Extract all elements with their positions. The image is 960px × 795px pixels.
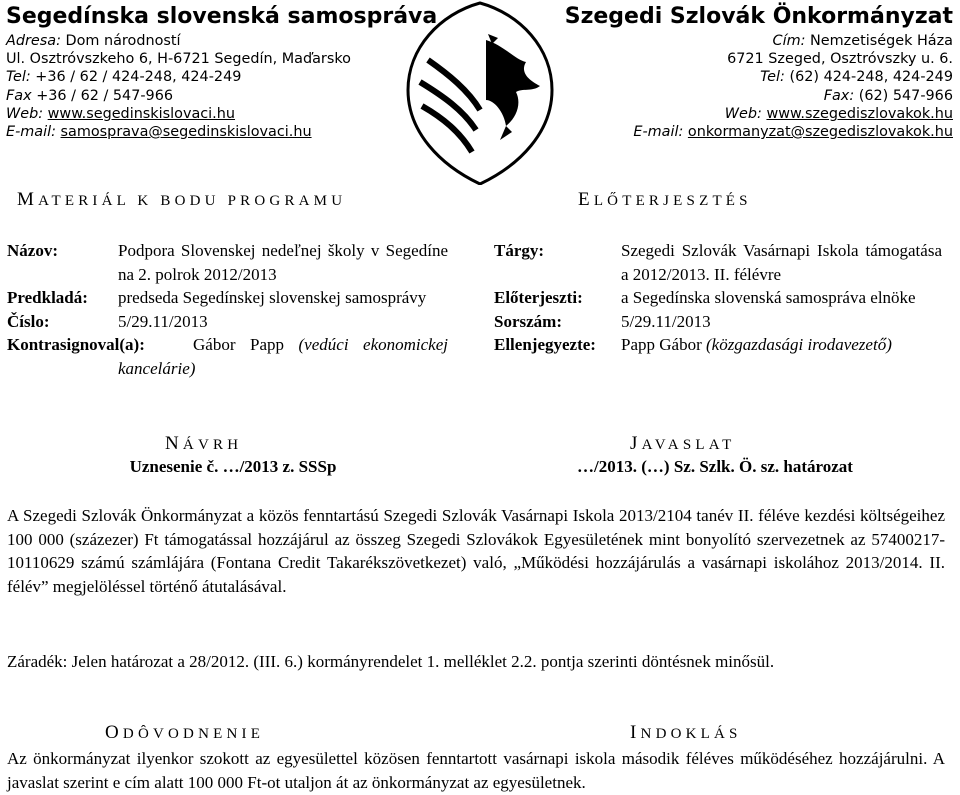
org-name-hungarian: Szegedi Szlovák Önkormányzat: [564, 4, 953, 29]
cosign-row: [7, 333, 448, 380]
resolution-text: A Szegedi Szlovák Önkormányzat a közös fenntartású Szegedi Szlovák Vasárnapi Iskola 2013/2104 tanév II. féléve kezdési költségeihez 100 000 (százezer) Ft támogatással hozzájárul az összeg Szegedi Szlovákok Egyesületének mint bonyolító szervezetnek az 57400217-10110629 számú számlájára (Fontana Credit Takarékszövetkezet) való, „Működési hozzájárulás a vasárnapi iskolához 2013/2014. II. félév” megjelöléssel történő átutalásával.: [7, 506, 945, 596]
left-metadata: [7, 239, 448, 380]
number-value-hu: 5/29.11/2013: [621, 311, 711, 331]
email-link-hu[interactable]: onkormanyzat@szegediszlovakok.hu: [687, 124, 953, 141]
number-label: Číslo:: [7, 311, 50, 331]
resolution-number-right: …/2013. (…) Sz. Szlk. Ö. sz. határozat: [577, 457, 853, 476]
cosign-label: Kontrasignoval(a):: [7, 335, 145, 354]
tel-line-hu: Tel: (62) 424-248, 424-249: [760, 69, 953, 86]
number-label-hu: Sorszám:: [494, 311, 562, 331]
address-line-1: Adresa: Dom národností: [6, 33, 181, 49]
subject-row: [494, 239, 942, 286]
cosign-label-hu: Ellenjegyezte:: [494, 335, 596, 354]
number-value: 5/29.11/2013: [118, 311, 208, 331]
presenter-label-hu: Előterjeszti:: [494, 288, 583, 307]
resolution-number-left: Uznesenie č. …/2013 z. SSSp: [129, 457, 337, 476]
address-line-2-hu: 6721 Szeged, Osztróvszky u. 6.: [727, 51, 953, 68]
presenter-value-hu: a Segedínska slovenská samospráva elnöke: [621, 288, 916, 307]
web-link[interactable]: www.segedinskislovaci.hu: [47, 105, 236, 122]
cosign-value-hu: Papp Gábor (közgazdasági irodavezető): [621, 335, 892, 354]
proposal-title-left: NÁVRH: [165, 433, 243, 454]
org-name-slovak: Segedínska slovenská samospráva: [6, 4, 438, 29]
number-row-hu: [494, 310, 942, 334]
fax-line: Fax +36 / 62 / 547-966: [6, 87, 174, 104]
presenter-label: Predkladá:: [7, 288, 88, 307]
proposal-title-right: JAVASLAT: [630, 433, 736, 454]
justification-text: Az önkormányzat ilyenkor szokott az egyesülettel közösen fenntartott vasárnapi iskola második féléves működéséhez hozzájárulni. A javaslat szerint e cím alatt 100 000 Ft-ot utaljon át az önkormányzat az egyesületnek.: [7, 749, 945, 792]
email-line-hu: E-mail: onkormanyzat@szegediszlovakok.hu: [633, 124, 953, 141]
name-row: [7, 239, 448, 286]
justification-title-right: INDOKLÁS: [630, 722, 742, 743]
header-right: [483, 2, 953, 141]
fax-line-hu: Fax: (62) 547-966: [823, 87, 953, 104]
justification-title-left: ODÔVODNENIE: [105, 722, 265, 743]
right-metadata: [494, 239, 942, 357]
address-line-1-hu: Cím: Nemzetiségek Háza: [772, 33, 953, 49]
presenter-row-hu: [494, 286, 942, 310]
subject-value: Szegedi Szlovák Vasárnapi Iskola támogatása a 2012/2013. II. félévre: [621, 241, 942, 284]
web-link-hu[interactable]: www.szegediszlovakok.hu: [766, 105, 953, 122]
cosign-row-hu: [494, 333, 942, 357]
section-title-right: ELŐTERJESZTÉS: [578, 189, 752, 210]
web-line-hu: Web: www.szegediszlovakok.hu: [724, 105, 953, 122]
web-line: Web: www.segedinskislovaci.hu: [6, 105, 236, 122]
tel-line: Tel: +36 / 62 / 424-248, 424-249: [6, 69, 242, 86]
email-link[interactable]: samosprava@segedinskislovaci.hu: [60, 124, 312, 141]
number-row: [7, 310, 448, 334]
address-line-2: Ul. Osztróvszkeho 6, H-6721 Segedín, Maďarsko: [6, 51, 351, 68]
name-label: Názov:: [7, 241, 58, 260]
section-title-left: MATERIÁL K BODU PROGRAMU: [17, 189, 347, 210]
presenter-row: [7, 286, 448, 310]
name-value: Podpora Slovenskej nedeľnej školy v Segedíne na 2. polrok 2012/2013: [118, 241, 448, 284]
clause-text: Záradék: Jelen határozat a 28/2012. (III. 6.) kormányrendelet 1. melléklet 2.2. pontja szerinti döntésnek minősül.: [7, 652, 775, 671]
cosign-value: Gábor Papp (vedúci ekonomickej kancelárie): [118, 335, 448, 378]
presenter-value: predseda Segedínskej slovenskej samosprávy: [118, 288, 427, 307]
subject-label: Tárgy:: [494, 241, 545, 260]
email-line: E-mail: samosprava@segedinskislovaci.hu: [6, 124, 312, 141]
